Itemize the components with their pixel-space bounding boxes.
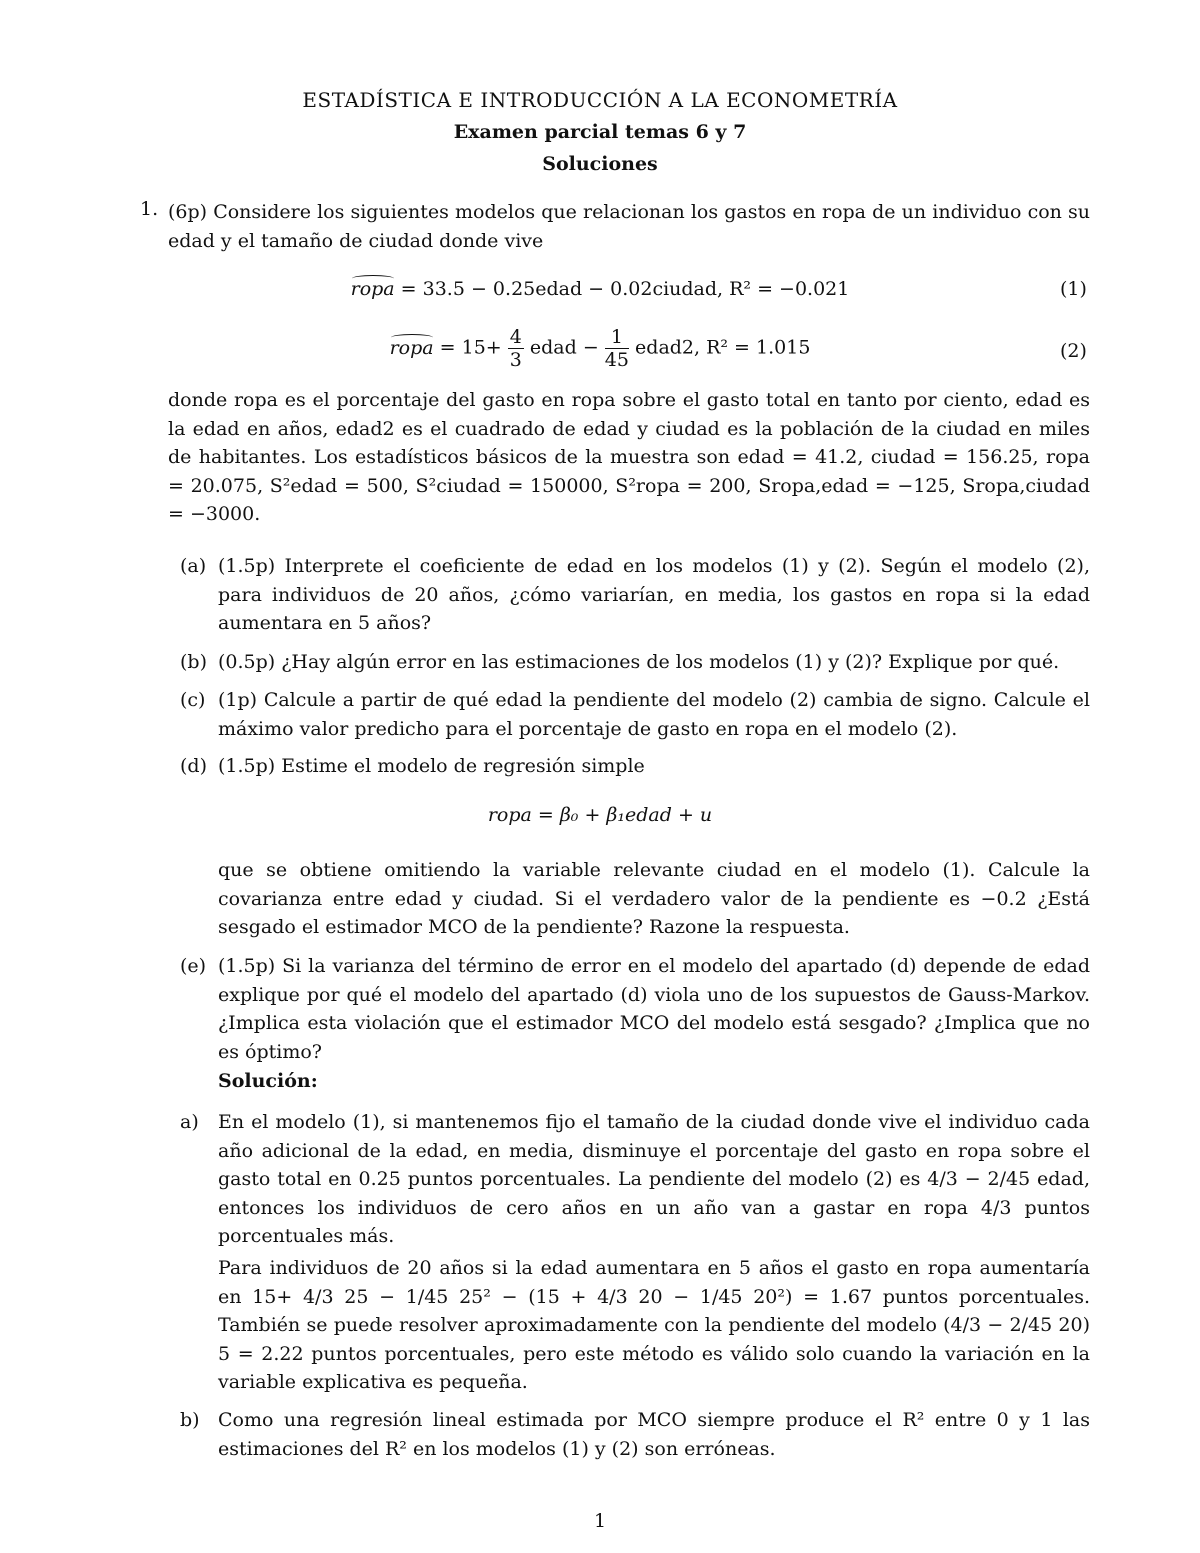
question-intro: (6p) Considere los siguientes modelos que relacionan los gastos en ropa de un individuo con su edad y el tamaño de ciudad donde vive <box>168 201 1090 252</box>
exam-subtitle: Examen parcial temas 6 y 7 <box>453 121 747 143</box>
equation-1-number: (1) <box>1060 278 1087 300</box>
part-label: (b) <box>180 651 207 673</box>
eq2-part-c: edad2, R² = 1.015 <box>635 336 811 359</box>
solution-label: a) <box>180 1111 199 1133</box>
eq2-fraction-2: $\frac{1}{45}$ <box>604 326 629 371</box>
solution-label: b) <box>180 1409 200 1431</box>
part-label: (e) <box>180 955 207 977</box>
solution-a-paragraph-1: En el modelo (1), si mantenemos fijo el tamaño de la ciudad donde vive el individuo cada año adicional de la edad, en media, disminuye el porcentaje del gasto en ropa sobre el gasto total en 0.25 puntos porcentuales. La pendiente del modelo (2) es 4/3 − 2/45 edad, entonces los individuos de cero años en un año van a gastar en ropa 4/3 puntos porcentuales más. <box>218 1111 1090 1247</box>
variable-description: donde ropa es el porcentaje del gasto en ropa sobre el gasto total en tanto por ciento, edad es la edad en años, edad2 es el cuadrado de edad y ciudad es la población de la ciudad en miles de habitantes. Los estadísticos básicos de la muestra son edad = 41.2, ciudad = 156.25, ropa = 20.075, S²edad = 500, S²ciudad = 150000, S²ropa = 200, Sropa,edad = −125, Sropa,ciudad = −3000. <box>168 389 1090 525</box>
part-label: (a) <box>180 555 207 577</box>
page-number: 1 <box>593 1510 607 1532</box>
eq2-part-a: = 15+ <box>439 336 502 359</box>
equation-2-number: (2) <box>1060 340 1087 362</box>
part-text: (1.5p) Estime el modelo de regresión simple <box>218 755 645 777</box>
eq2-fraction-1: $\frac{4}{3}$ <box>509 326 522 371</box>
part-text: (1.5p) Si la varianza del término de error en el modelo del apartado (d) depende de edad explique por qué el modelo del apartado (d) viola uno de los supuestos de Gauss-Markov. ¿Implica esta violación que el estimador MCO del modelo está sesgado? ¿Implica que no es óptimo? <box>218 955 1090 1063</box>
question-number: 1. <box>140 198 159 220</box>
document-title: ESTADÍSTICA E INTRODUCCIÓN A LA ECONOMETRÍA <box>302 88 898 112</box>
solution-heading: Solución: <box>218 1070 318 1092</box>
part-text: (1p) Calcule a partir de qué edad la pendiente del modelo (2) cambia de signo. Calcule el máximo valor predicho para el porcentaje de gasto en ropa en el modelo (2). <box>218 689 1090 740</box>
solution-a-paragraph-2: Para individuos de 20 años si la edad aumentara en 5 años el gasto en ropa aumentaría en 15+ 4/3 25 − 1/45 25² − (15 + 4/3 20 − 1/45 20²) = 1.67 puntos porcentuales. También se puede resolver aproximadamente con la pendiente del modelo (4/3 − 2/45 20) 5 = 2.22 puntos porcentuales, pero este método es válido solo cuando la variación en la variable explicativa es pequeña. <box>218 1257 1090 1393</box>
solution-b-text: Como una regresión lineal estimada por MCO siempre produce el R² entre 0 y 1 las estimaciones del R² en los modelos (1) y (2) son erróneas. <box>218 1409 1090 1460</box>
part-label: (d) <box>180 755 207 777</box>
part-text: (0.5p) ¿Hay algún error en las estimaciones de los modelos (1) y (2)? Explique por qué. <box>218 651 1060 673</box>
regression-equation: ropa = β₀ + β₁edad + u <box>487 804 713 826</box>
part-d-continuation: que se obtiene omitiendo la variable relevante ciudad en el modelo (1). Calcule la covarianza entre edad y ciudad. Si el verdadero valor de la pendiente es −0.2 ¿Está sesgado el estimador MCO de la pendiente? Razone la respuesta. <box>218 859 1090 938</box>
part-text: (1.5p) Interprete el coeficiente de edad en los modelos (1) y (2). Según el modelo (2), para individuos de 20 años, ¿cómo variarían, en media, los gastos en ropa si la edad aumentara en 5 años? <box>218 555 1090 634</box>
eq1-rhs: = 33.5 − 0.25edad − 0.02ciudad, R² = −0.021 <box>400 278 850 300</box>
document-header <box>0 84 1200 180</box>
eq2-part-b: edad − <box>529 336 599 359</box>
solutions-subtitle: Soluciones <box>542 153 658 175</box>
part-label: (c) <box>180 689 206 711</box>
equation-1 <box>0 278 1200 300</box>
eq2-lhs: ropa <box>389 336 434 359</box>
equation-2 <box>0 326 1200 371</box>
eq1-lhs: ropa <box>350 278 395 300</box>
